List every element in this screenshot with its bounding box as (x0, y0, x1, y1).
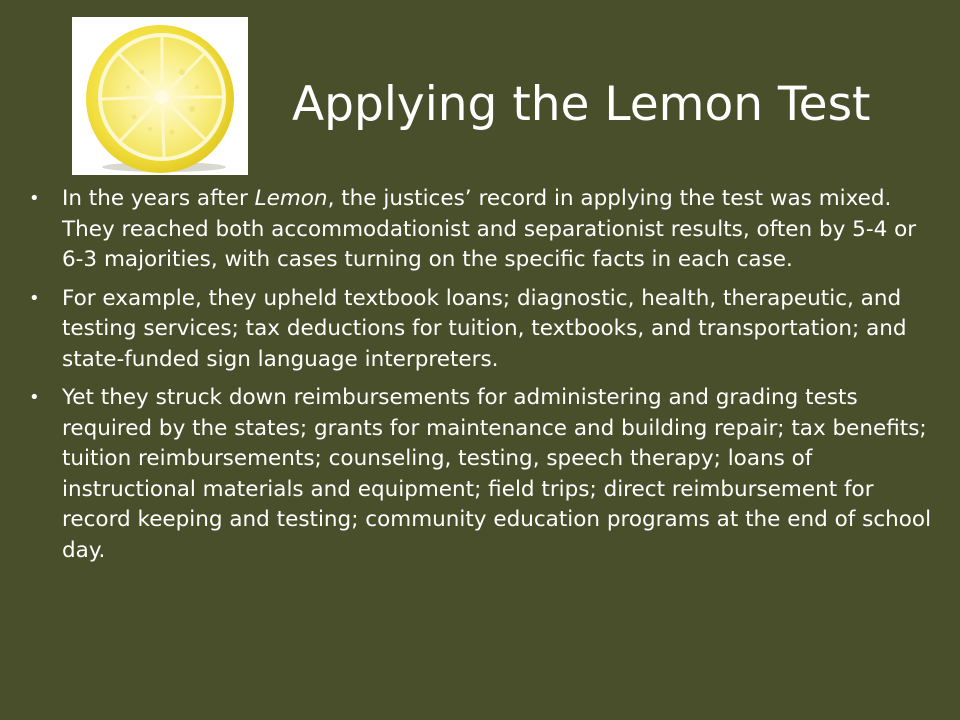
bullet-text: Yet they struck down reimbursements for administering and grading tests required by the states; grants for maintenance and building repair; tax benefits; tuition reimbursements; counseling, testing, speech therapy; loans of instructional materials and equipment; field trips; direct reimbursement for record keeping and testing; community education programs at the end of school day. (62, 385, 932, 563)
bullet-list (20, 184, 935, 574)
bullet-text: , the justices’ record in applying the test was mixed. They reached both accommodationist and separationist results, often by 5-4 or 6-3 majorities, with cases turning on the specific facts in each case. (62, 186, 917, 272)
lemon-half-icon (72, 17, 248, 175)
bullet-item (20, 184, 935, 276)
bullet-item (20, 284, 935, 376)
bullet-marker: • (29, 287, 40, 309)
bullet-marker: • (29, 188, 40, 209)
bullet-text: For example, they upheld textbook loans; diagnostic, health, therapeutic, and testing services; tax deductions for tuition, textbooks, and transportation; and state-funded sign language interpreters. (62, 285, 907, 372)
bullet-marker: • (29, 387, 40, 408)
bullet-text: In the years after (62, 186, 255, 211)
slide-title: Applying the Lemon Test (292, 77, 871, 132)
bullet-item (20, 383, 935, 566)
lemon-image (72, 17, 248, 175)
case-name-italic: Lemon (254, 186, 328, 211)
